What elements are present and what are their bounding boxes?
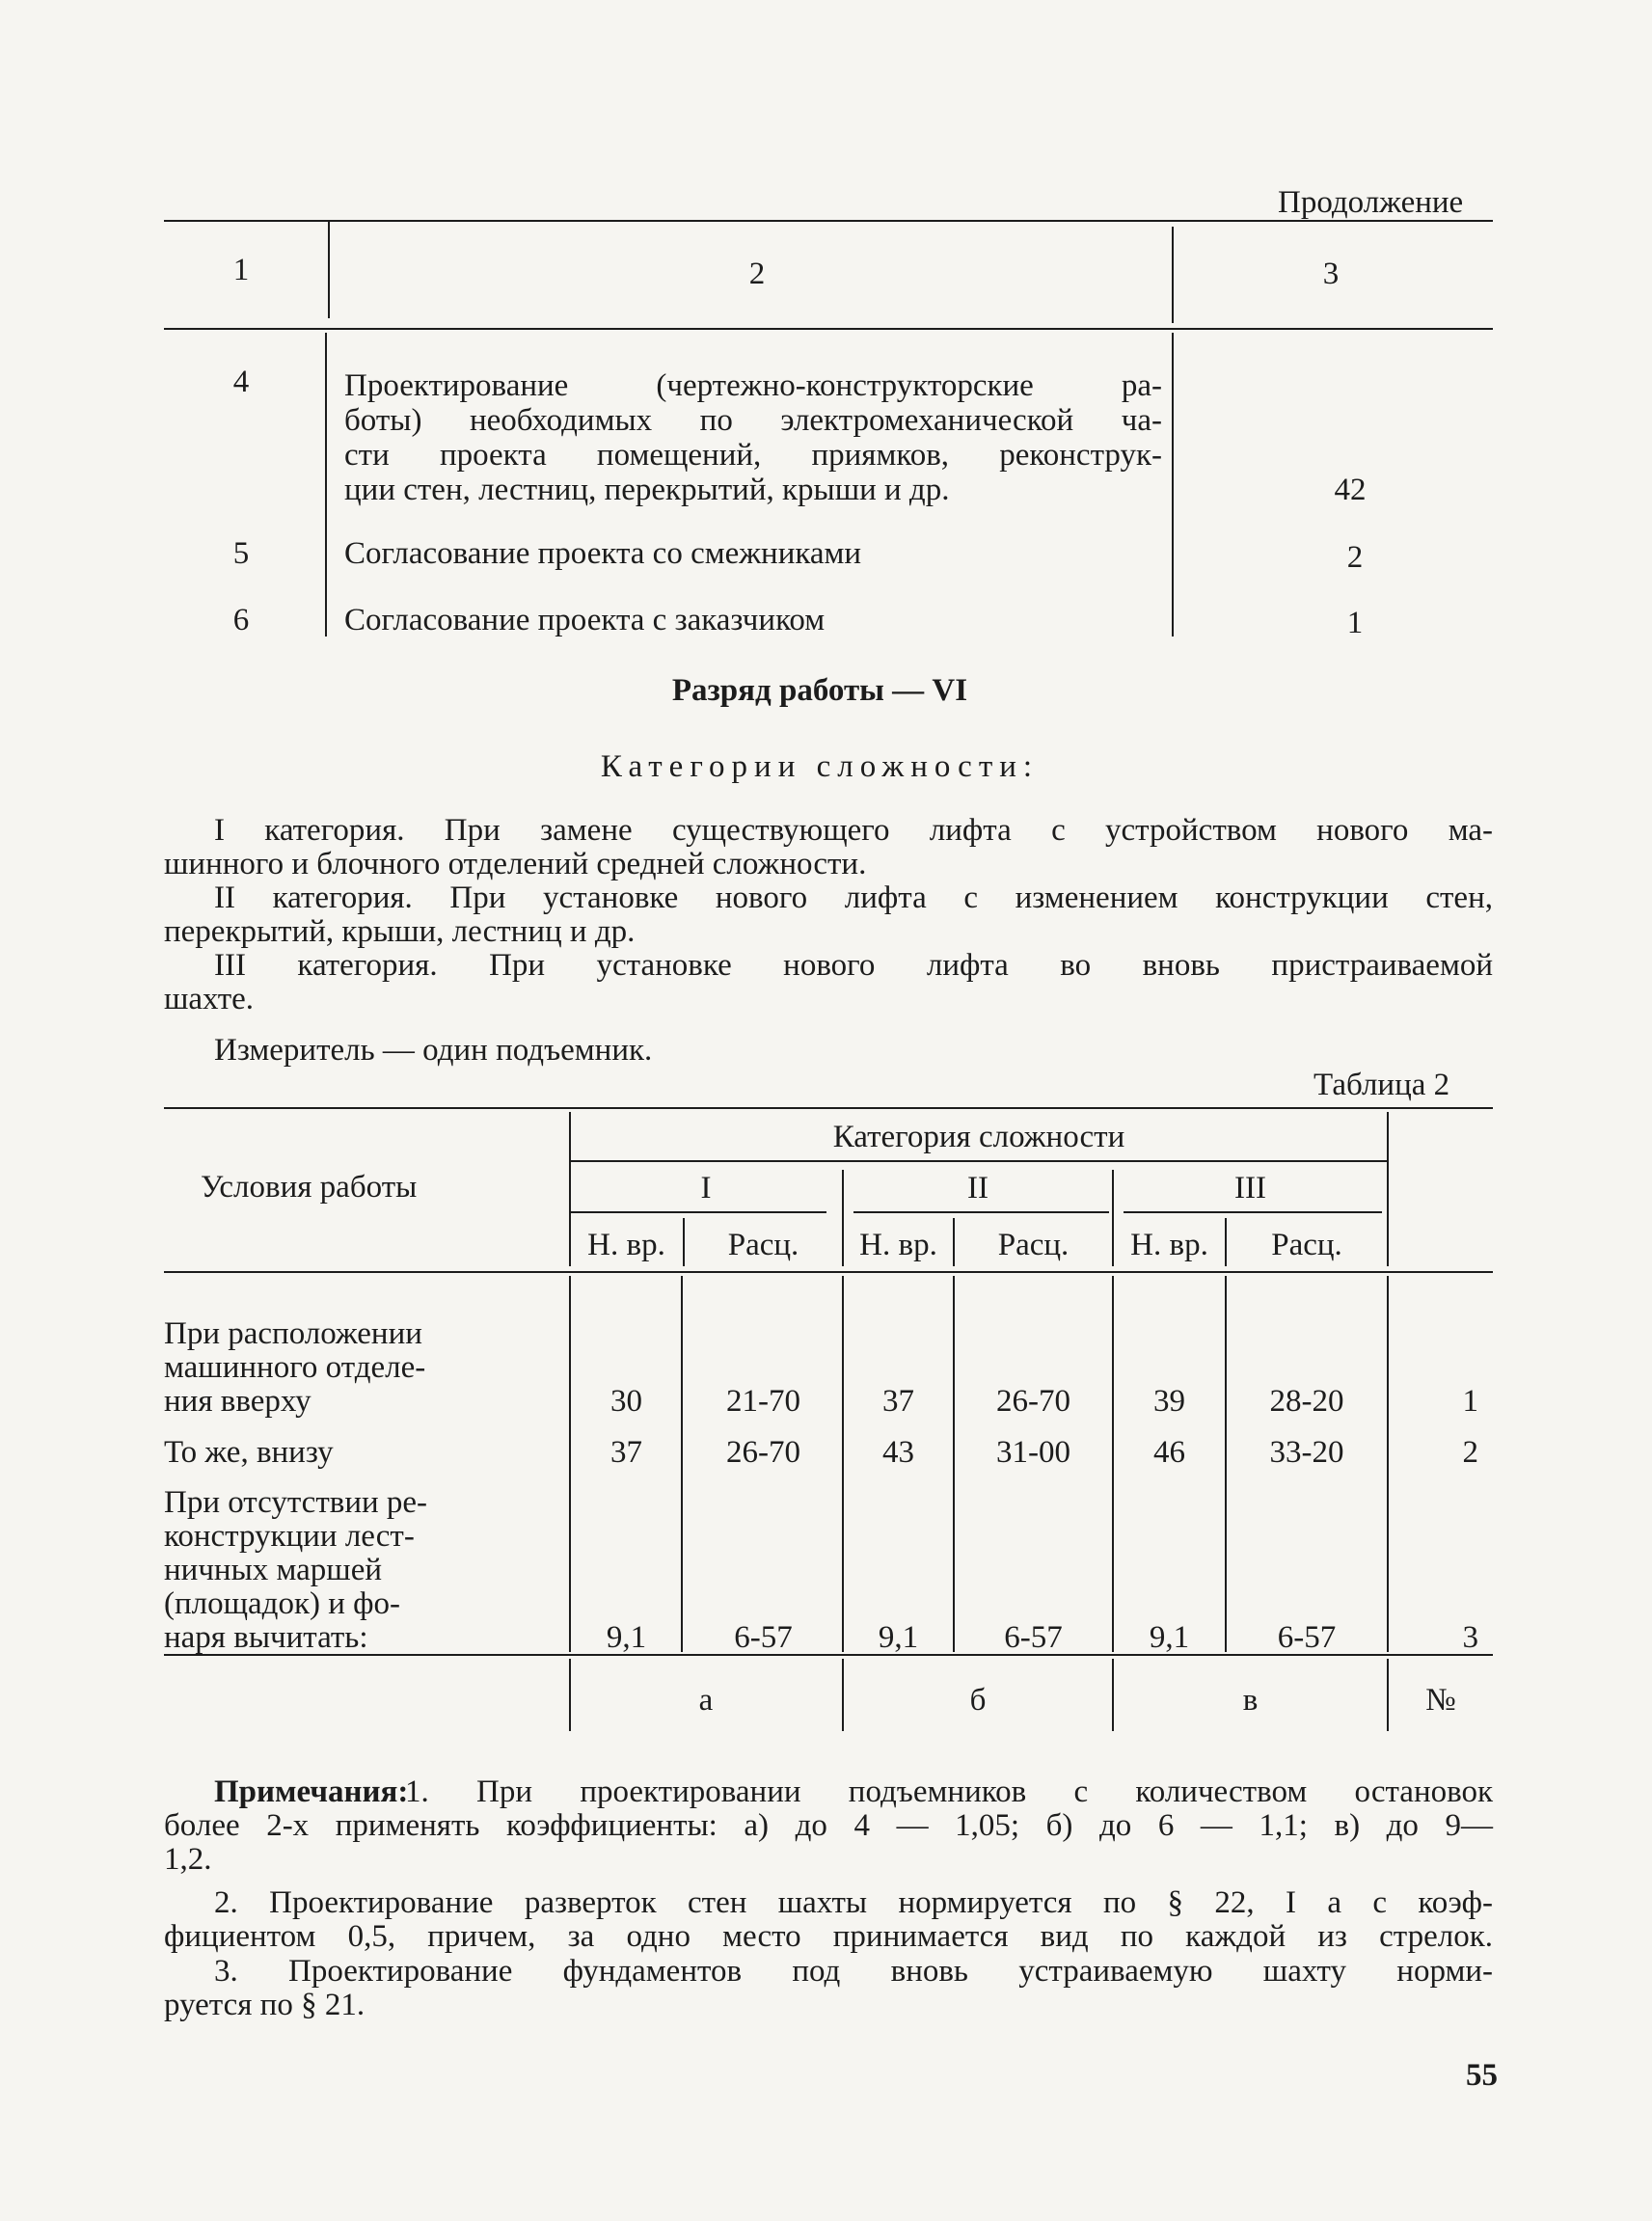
table2-row-number: 2 [1462,1435,1478,1470]
category-line: перекрытий, крыши, лестниц и др. [164,914,636,949]
top-table-divider [325,333,327,637]
table2-cell: 31-00 [996,1435,1070,1470]
sub-header-norm: Н. вр. [587,1228,665,1262]
category-header: I [700,1171,712,1205]
notes-label: Примечания: [214,1774,409,1809]
table2-cell: 6-57 [734,1620,793,1655]
table2-rule-cat [1124,1211,1382,1213]
table2-row-label: конструкции лест- [164,1519,415,1554]
note-line: 1. При проектировании подъемников с количеством остановок [405,1774,1493,1809]
table2-cell: 6-57 [1004,1620,1063,1655]
table2-row-label: машинного отделе- [164,1350,426,1385]
table2-rule-cat [853,1211,1109,1213]
table2-row-label: При отсутствии ре- [164,1485,428,1520]
sub-header-rate: Расц. [727,1228,799,1262]
table2-cell: 21-70 [726,1384,800,1419]
row-description-line: Проектирование (чертежно-конструкторские ра- [344,368,1162,403]
category-line: I категория. При замене существующего лифта с устройством нового ма- [214,813,1493,848]
top-table-divider [1172,333,1174,637]
table2-cell: 30 [610,1384,642,1419]
table2-cell: 26-70 [996,1384,1070,1419]
row-number: 4 [232,365,250,399]
row-description-line: ции стен, лестниц, перекрытий, крыши и др. [344,473,950,507]
table2-row-label: (площадок) и фо- [164,1586,401,1621]
table2-cell: 43 [882,1435,914,1470]
table2-cell: 9,1 [878,1620,919,1655]
top-table-rule-header [164,328,1493,330]
table2-cell: 9,1 [1149,1620,1190,1655]
table2-footer-number: № [1425,1683,1456,1718]
table2-rule-cat [571,1211,826,1213]
top-table-header: 2 [748,257,766,291]
category-line: шинного и блочного отделений средней сложности. [164,847,867,881]
sub-header-norm: Н. вр. [1130,1228,1208,1262]
category-line: шахте. [164,982,255,1016]
table2-divider [1387,1112,1389,1266]
note-line: более 2-х применять коэффициенты: а) до 4 — 1,05; б) до 6 — 1,1; в) до 9— [164,1808,1493,1843]
table2-cell: 46 [1153,1435,1185,1470]
row-description-line: Согласование проекта с заказчиком [344,603,826,637]
note-line: 3. Проектирование фундаментов под вновь устраиваемую шахту норми- [214,1954,1493,1989]
table2-cell: 28-20 [1269,1384,1344,1419]
row-description-line: Согласование проекта со смежниками [344,536,862,571]
top-table-header: 3 [1322,257,1340,291]
table2-cell: 9,1 [606,1620,647,1655]
table2-row-label: То же, внизу [164,1435,334,1470]
top-table-divider [1172,227,1174,323]
table2-cell: 37 [610,1435,642,1470]
table2-label: Таблица 2 [1313,1068,1450,1102]
category-line: III категория. При установке нового лифта во вновь пристраиваемой [214,948,1493,983]
row-number: 6 [232,603,250,637]
categories-heading: Категории сложности: [600,749,1040,784]
top-table-rule-top [164,220,1493,222]
row-value: 2 [1346,540,1364,575]
sub-header-norm: Н. вр. [859,1228,937,1262]
table2-row-label: При расположении [164,1316,422,1351]
table2-row-number: 1 [1462,1384,1478,1419]
sub-header-rate: Расц. [1271,1228,1342,1262]
table2-cell: 6-57 [1277,1620,1337,1655]
table2-footer-letter: а [698,1683,714,1718]
table2-rule-complexity [571,1160,1387,1162]
note-line: фициентом 0,5, причем, за одно место принимается вид по каждой из стрелок. [164,1919,1493,1954]
row-number: 5 [232,536,250,571]
category-header: III [1234,1171,1266,1205]
table2-footer-letter: б [969,1683,987,1718]
category-line: II категория. При установке нового лифта с изменением конструкции стен, [214,880,1493,915]
row-description-line: боты) необходимых по электромеханической ча- [344,403,1162,438]
row-value: 1 [1346,606,1364,640]
note-line: руется по § 21. [164,1988,366,2022]
table2-row-label: ния вверху [164,1384,311,1419]
page-number: 55 [1466,2058,1498,2093]
work-conditions-header: Условия работы [201,1170,418,1205]
measure-text: Измеритель — один подъемник. [214,1033,653,1068]
continuation-label: Продолжение [1278,185,1464,220]
complexity-header: Категория сложности [832,1120,1125,1154]
table2-row-label: наря вычитать: [164,1620,368,1655]
table2-footer-letter: в [1242,1683,1259,1718]
top-table-divider [328,222,330,318]
row-value: 42 [1334,473,1367,507]
table2-row-label: ничных маршей [164,1553,383,1587]
category-header: II [967,1171,988,1205]
table2-cell: 33-20 [1269,1435,1344,1470]
table2-cell: 26-70 [726,1435,800,1470]
table2-cell: 39 [1153,1384,1185,1419]
note-line: 2. Проектирование разверток стен шахты нормируется по § 22, I а с коэф- [214,1885,1493,1920]
table2-rule-top [164,1107,1493,1109]
top-table-header: 1 [232,253,250,287]
sub-header-rate: Расц. [997,1228,1070,1262]
table2-cell: 37 [882,1384,914,1419]
table2-rule-header [164,1271,1493,1273]
grade-heading: Разряд работы — VI [671,673,968,708]
row-description-line: сти проекта помещений, приямков, реконструк- [344,438,1162,473]
table2-row-number: 3 [1462,1620,1478,1655]
note-line: 1,2. [164,1842,212,1877]
